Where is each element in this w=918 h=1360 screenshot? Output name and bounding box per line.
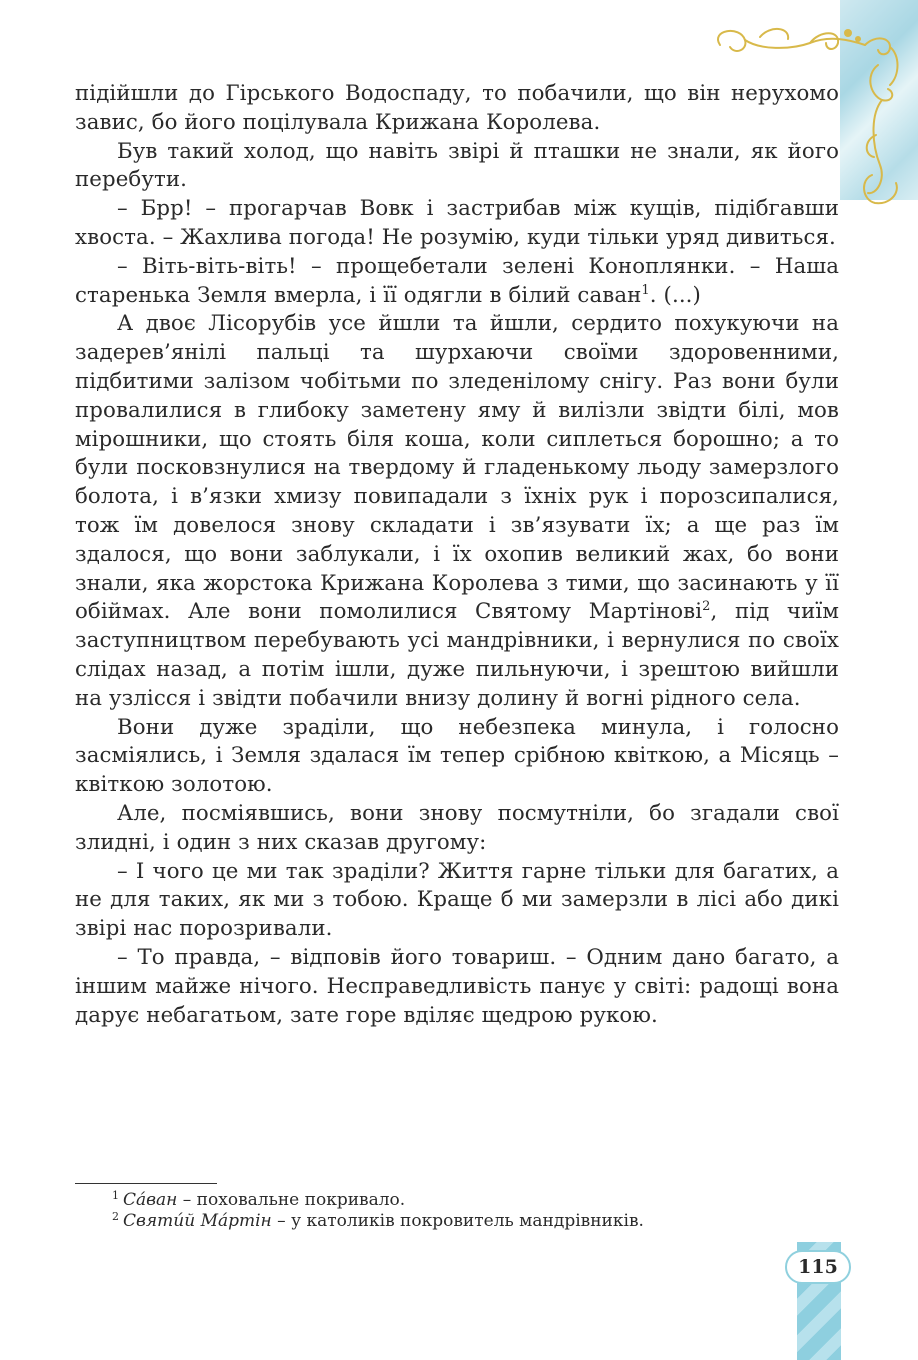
paragraph-text: Вони дуже зраділи, що небезпека минула, і голосно засміялись, і Земля здалася їм тепер срібною квіткою, а Місяць – квіткою золотою. (75, 714, 839, 798)
paragraph-text: підійшли до Гірського Водоспаду, то побачили, що він нерухомо завис, бо його поцілувала Крижана Королева. (75, 81, 839, 135)
paragraph-6 (75, 714, 839, 800)
footnote-divider (75, 1183, 217, 1184)
footnote-definition: – поховальне покривало. (177, 1190, 406, 1210)
page-number: 115 (785, 1250, 851, 1284)
footnote-term: Са́ван (123, 1190, 178, 1210)
paragraph-1 (75, 80, 839, 138)
paragraph-text: А двоє Лісорубів усе йшли та йшли, сердито похукуючи на задерев’янілі пальці та шурхаючи своїми здоровенними, підбитими залізом чобітьми по зледенілому снігу. Раз вони були провалилися в глибоку заметену яму й вилізли звідти білі, мов мірошники, що стоять біля коша, коли сиплеться борошно; а то були посковзнулися на твердому й гладенькому льоду замерзлого болота, і в’язки хмизу повипадали з їхніх рук і порозсипалися, тож їм довелося знову складати і зв’язувати їх; а ще раз їм здалося, що вони заблукали, і їх охопив великий жах, бо вони знали, яка жорстока Крижана Королева з тими, що засинають у її обіймах. Але вони помолилися Святому Мартінові (75, 311, 839, 625)
paragraph-5 (75, 310, 839, 713)
paragraph-8 (75, 858, 839, 944)
paragraph-text: – Брр! – прогарчав Вовк і застрибав між кущів, підібгавши хвоста. – Жахлива погода! Не розумію, куди тільки уряд дивиться. (75, 196, 839, 250)
footnote-ref-1: 1 (641, 282, 650, 298)
footnote-number: 1 (112, 1189, 119, 1202)
story-text (75, 80, 839, 1030)
paragraph-7 (75, 800, 839, 858)
footnote-number: 2 (112, 1210, 119, 1223)
paragraph-text: Був такий холод, що навіть звірі й пташки не знали, як його перебути. (75, 138, 839, 193)
paragraph-3 (75, 195, 839, 253)
paragraph-tail: . (...) (649, 282, 701, 308)
footnote-2 (112, 1211, 812, 1232)
paragraph-4 (75, 253, 839, 311)
footnotes (112, 1190, 812, 1232)
footnote-1 (112, 1190, 812, 1211)
paragraph-text: – Віть-віть-віть! – прощебетали зелені Коноплянки. – Наша старенька Земля вмерла, і її одягли в білий саван (75, 253, 839, 308)
paragraph-text: Але, посміявшись, вони знову посмутніли, бо згадали свої злидні, і один з них сказав другому: (75, 800, 839, 855)
footnote-term: Святи́й Ма́ртін (123, 1211, 272, 1231)
paragraph-2 (75, 138, 839, 196)
footnote-ref-2: 2 (702, 599, 711, 615)
footnote-definition: – у католиків покровитель мандрівників. (271, 1211, 644, 1231)
paragraph-tail: , під чиїм заступництвом перебувають усі мандрівники, і вернулися по своїх слідах назад, а потім ішли, дуже пильнуючи, і зрештою вийшли на узлісся і звідти побачили внизу долину й вогні рідного села. (75, 599, 839, 711)
paragraph-9 (75, 944, 839, 1030)
paragraph-text: – То правда, – відповів його товариш. – Одним дано багато, а іншим майже нічого. Несправедливість панує у світі: радощі вона дарує небагатьом, зате горе вділяє щедрою рукою. (75, 944, 839, 1028)
paragraph-text: – І чого це ми так зраділи? Життя гарне тільки для багатих, а не для таких, як ми з тобою. Краще б ми замерзли в лісі або дикі звірі нас порозривали. (75, 858, 839, 942)
